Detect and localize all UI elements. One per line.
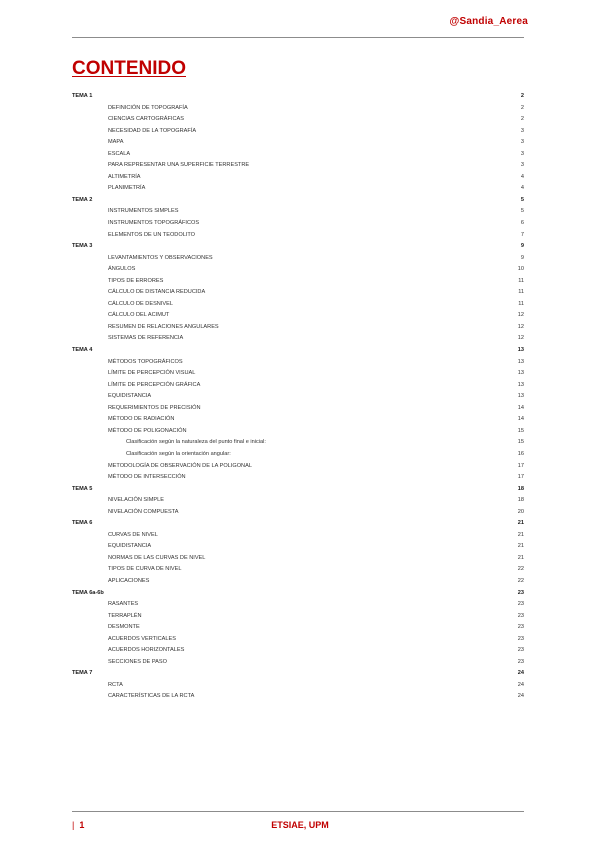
toc-entry-page: 11 [518, 300, 524, 307]
toc-entry-page: 3 [520, 150, 524, 157]
toc-entry-page: 23 [517, 612, 524, 619]
toc-entry[interactable] [72, 576, 526, 588]
toc-entry[interactable] [72, 472, 526, 484]
toc-entry-label: TEMA 2 [72, 196, 93, 203]
toc-entry-page: 13 [517, 381, 524, 388]
toc-entry[interactable] [72, 276, 526, 288]
toc-entry-page: 2 [520, 104, 524, 111]
toc-entry[interactable] [72, 368, 526, 380]
toc-entry-label: TEMA 6 [72, 520, 93, 527]
toc-entry-page: 18 [517, 485, 524, 492]
toc-chapter-entry[interactable] [72, 345, 526, 357]
toc-entry-page: 15 [517, 427, 524, 434]
toc-entry-page: 5 [520, 208, 524, 215]
toc-entry-page: 13 [517, 393, 524, 400]
toc-entry[interactable] [72, 553, 526, 565]
toc-entry[interactable] [72, 230, 526, 242]
toc-entry-page: 12 [517, 323, 524, 330]
toc-entry-page: 22 [517, 566, 524, 573]
toc-entry[interactable] [72, 391, 526, 403]
footer-page-number: | 1 [72, 820, 85, 830]
toc-entry-label: REQUERIMIENTOS DE PRECISIÓN [108, 404, 201, 411]
toc-entry[interactable] [72, 357, 526, 369]
toc-entry-page: 3 [520, 162, 524, 169]
toc-entry[interactable] [72, 437, 526, 449]
toc-entry-label: DESMONTE [108, 624, 140, 631]
author-handle: @Sandia_Aerea [449, 16, 528, 27]
toc-entry[interactable] [72, 541, 526, 553]
toc-entry[interactable] [72, 103, 526, 115]
toc-entry-page: 24 [517, 693, 524, 700]
toc-entry[interactable] [72, 449, 526, 461]
header-divider [72, 37, 524, 38]
toc-entry-page: 6 [520, 220, 524, 227]
toc-entry[interactable] [72, 253, 526, 265]
toc-entry-label: NORMAS DE LAS CURVAS DE NIVEL [108, 554, 206, 561]
toc-entry[interactable] [72, 322, 526, 334]
toc-entry-page: 21 [517, 531, 524, 538]
toc-entry-label: CÁLCULO DEL ACIMUT [108, 312, 170, 319]
toc-entry[interactable] [72, 137, 526, 149]
toc-entry[interactable] [72, 530, 526, 542]
toc-entry[interactable] [72, 426, 526, 438]
toc-chapter-entry[interactable] [72, 484, 526, 496]
toc-entry-label: CURVAS DE NIVEL [108, 531, 158, 538]
toc-entry-page: 21 [517, 520, 524, 527]
toc-entry[interactable] [72, 264, 526, 276]
toc-entry[interactable] [72, 691, 526, 703]
toc-entry-page: 2 [520, 93, 524, 99]
toc-entry-label: MAPA [108, 139, 124, 146]
toc-entry-page: 11 [518, 289, 524, 296]
toc-entry-page: 4 [520, 185, 524, 192]
toc-entry[interactable] [72, 218, 526, 230]
toc-entry[interactable] [72, 149, 526, 161]
toc-entry[interactable] [72, 645, 526, 657]
toc-entry-label: SECCIONES DE PASO [108, 658, 167, 665]
page-title: CONTENIDO [72, 58, 186, 79]
toc-entry-label: TERRAPLÉN [108, 612, 142, 619]
toc-entry-label: RASANTES [108, 601, 139, 608]
toc-entry-label: TEMA 3 [72, 243, 93, 250]
table-of-contents [72, 91, 526, 703]
toc-entry-label: MÉTODO DE POLIGONACIÓN [108, 427, 187, 434]
toc-chapter-entry[interactable] [72, 241, 526, 253]
toc-entry[interactable] [72, 414, 526, 426]
toc-entry-page: 13 [517, 347, 524, 354]
toc-entry-page: 10 [517, 266, 524, 273]
toc-entry-label: TEMA 5 [72, 485, 93, 492]
toc-entry-page: 4 [520, 173, 524, 180]
toc-entry-page: 9 [520, 254, 524, 261]
toc-entry-page: 2 [520, 116, 524, 123]
toc-entry-label: NIVELACIÓN SIMPLE [108, 497, 164, 504]
toc-entry-page: 20 [517, 508, 524, 515]
toc-entry[interactable] [72, 114, 526, 126]
toc-entry-label: CIENCIAS CARTOGRÁFICAS [108, 116, 184, 123]
toc-entry[interactable] [72, 461, 526, 473]
toc-entry[interactable] [72, 126, 526, 138]
toc-entry-page: 23 [517, 601, 524, 608]
toc-entry-label: MÉTODOS TOPOGRÁFICOS [108, 358, 183, 365]
toc-entry-page: 22 [517, 577, 524, 584]
toc-entry-page: 23 [517, 647, 524, 654]
toc-entry-label: RCTA [108, 681, 123, 688]
toc-entry-label: EQUIDISTANCIA [108, 543, 152, 550]
toc-entry-label: LÍMITE DE PERCEPCIÓN GRÁFICA [108, 381, 201, 388]
toc-entry[interactable] [72, 310, 526, 322]
toc-entry[interactable] [72, 622, 526, 634]
toc-entry-label: Clasificación según la naturaleza del punto final e inicial: [126, 439, 266, 446]
toc-entry-page: 3 [520, 127, 524, 134]
footer-school: ETSIAE, UPM [271, 820, 329, 830]
toc-entry-label: TEMA 1 [72, 93, 93, 99]
toc-entry[interactable] [72, 172, 526, 184]
toc-chapter-entry[interactable] [72, 588, 526, 600]
toc-entry-page: 17 [517, 474, 524, 481]
toc-entry-page: 14 [517, 404, 524, 411]
toc-entry-label: METODOLOGÍA DE OBSERVACIÓN DE LA POLIGONAL [108, 462, 252, 469]
toc-entry-page: 11 [518, 277, 524, 284]
toc-entry-page: 7 [520, 231, 524, 238]
toc-entry[interactable] [72, 183, 526, 195]
toc-entry[interactable] [72, 507, 526, 519]
toc-chapter-entry[interactable] [72, 668, 526, 680]
toc-entry-label: EQUIDISTANCIA [108, 393, 152, 400]
toc-chapter-entry[interactable] [72, 91, 526, 103]
toc-entry-label: LÍMITE DE PERCEPCIÓN VISUAL [108, 370, 196, 377]
toc-entry-page: 24 [517, 670, 524, 677]
footer-bar-icon: | [72, 820, 75, 830]
toc-entry-page: 3 [520, 139, 524, 146]
toc-entry[interactable] [72, 160, 526, 172]
footer-divider [72, 811, 524, 812]
toc-entry-label: ELEMENTOS DE UN TEODOLITO [108, 231, 196, 238]
toc-entry-label: APLICACIONES [108, 577, 150, 584]
toc-entry-label: INSTRUMENTOS TOPOGRÁFICOS [108, 220, 200, 227]
toc-entry-label: TEMA 4 [72, 347, 93, 354]
toc-entry-label: ACUERDOS VERTICALES [108, 635, 176, 642]
toc-entry-page: 15 [517, 439, 524, 446]
toc-entry-label: PLANIMETRÍA [108, 185, 146, 192]
toc-entry-page: 24 [517, 681, 524, 688]
toc-entry[interactable] [72, 611, 526, 623]
toc-entry-page: 23 [517, 658, 524, 665]
toc-entry-label: NECESIDAD DE LA TOPOGRAFÍA [108, 127, 197, 134]
toc-entry[interactable] [72, 495, 526, 507]
toc-entry-label: DEFINICIÓN DE TOPOGRAFÍA [108, 104, 188, 111]
toc-entry-page: 12 [517, 312, 524, 319]
toc-entry-label: CARACTERÍSTICAS DE LA RCTA [108, 693, 195, 700]
toc-entry[interactable] [72, 333, 526, 345]
toc-entry[interactable] [72, 287, 526, 299]
toc-entry-label: RESUMEN DE RELACIONES ANGULARES [108, 323, 219, 330]
toc-entry[interactable] [72, 299, 526, 311]
toc-entry-label: ÁNGULOS [108, 266, 136, 273]
toc-entry[interactable] [72, 403, 526, 415]
toc-entry-page: 12 [517, 335, 524, 342]
toc-entry-page: 13 [517, 358, 524, 365]
toc-entry-label: SISTEMAS DE REFERENCIA [108, 335, 184, 342]
toc-entry-label: CÁLCULO DE DESNIVEL [108, 300, 173, 307]
toc-entry-label: INSTRUMENTOS SIMPLES [108, 208, 179, 215]
toc-entry-label: ESCALA [108, 150, 131, 157]
toc-entry-page: 21 [517, 554, 524, 561]
toc-entry[interactable] [72, 564, 526, 576]
toc-entry-page: 5 [520, 196, 524, 203]
toc-entry-label: TIPOS DE CURVA DE NIVEL [108, 566, 182, 573]
toc-entry-page: 23 [517, 624, 524, 631]
toc-entry-page: 23 [517, 589, 524, 596]
toc-entry-page: 23 [517, 635, 524, 642]
toc-entry-page: 9 [520, 243, 524, 250]
toc-entry-page: 13 [517, 370, 524, 377]
toc-entry-label: ALTIMETRÍA [108, 173, 141, 180]
toc-entry-page: 14 [517, 416, 524, 423]
toc-entry[interactable] [72, 657, 526, 669]
toc-entry-label: NIVELACIÓN COMPUESTA [108, 508, 179, 515]
toc-entry-label: TIPOS DE ERRORES [108, 277, 164, 284]
toc-entry-label: LEVANTAMIENTOS Y OBSERVACIONES [108, 254, 213, 261]
toc-chapter-entry[interactable] [72, 518, 526, 530]
toc-entry-label: MÉTODO DE RADIACIÓN [108, 416, 175, 423]
toc-entry-label: CÁLCULO DE DISTANCIA REDUCIDA [108, 289, 206, 296]
toc-entry-label: ACUERDOS HORIZONTALES [108, 647, 185, 654]
toc-entry[interactable] [72, 680, 526, 692]
toc-chapter-entry[interactable] [72, 195, 526, 207]
toc-entry-label: Clasificación según la orientación angular: [126, 450, 231, 457]
toc-entry-page: 16 [517, 450, 524, 457]
toc-entry-label: TEMA 7 [72, 670, 93, 677]
toc-entry-label: PARA REPRESENTAR UNA SUPERFICIE TERRESTRE [108, 162, 250, 169]
toc-entry-label: MÉTODO DE INTERSECCIÓN [108, 474, 186, 481]
toc-entry-page: 18 [517, 497, 524, 504]
toc-entry[interactable] [72, 599, 526, 611]
toc-entry-page: 21 [517, 543, 524, 550]
toc-entry[interactable] [72, 634, 526, 646]
toc-entry[interactable] [72, 380, 526, 392]
toc-entry[interactable] [72, 206, 526, 218]
toc-entry-label: TEMA 6a-6b [72, 589, 104, 596]
toc-entry-page: 17 [517, 462, 524, 469]
